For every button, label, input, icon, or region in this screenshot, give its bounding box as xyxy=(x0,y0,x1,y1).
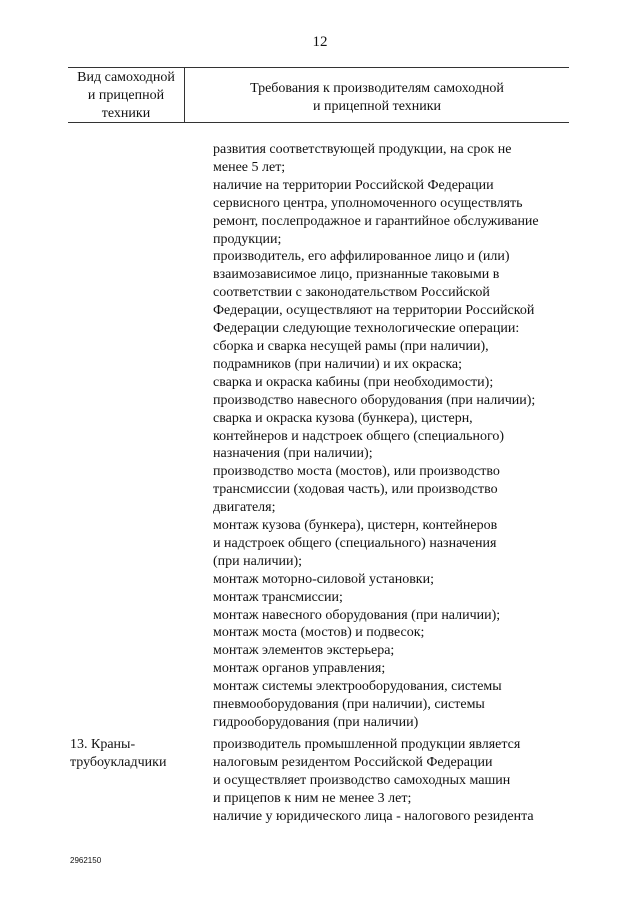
text-line: налоговым резидентом Российской Федерации xyxy=(213,754,493,770)
text-line: сборка и сварка несущей рамы (при наличии), xyxy=(213,338,489,354)
text-line: монтаж элементов экстерьера; xyxy=(213,643,395,659)
header-line: и прицепной xyxy=(87,88,165,103)
text-line: продукции; xyxy=(213,231,282,247)
text-line: трубоукладчики xyxy=(70,754,167,770)
text-line: пневмооборудования (при наличии), системы xyxy=(213,697,485,713)
text-line: 13. Краны- xyxy=(70,737,136,752)
text-line: и прицепов к ним не менее 3 лет; xyxy=(213,790,412,806)
text-line: трансмиссии (ходовая часть), или производство xyxy=(213,482,498,498)
text-line: ремонт, послепродажное и гарантийное обслуживание xyxy=(213,213,539,229)
row-13-requirements-cell xyxy=(213,736,534,826)
text-line: производитель промышленной продукции является xyxy=(213,737,521,752)
document-code: 2962150 xyxy=(70,856,102,865)
text-line: двигателя; xyxy=(213,500,276,516)
text-line: гидрооборудования (при наличии) xyxy=(213,715,419,730)
text-line: Федерации, осуществляют на территории Российской xyxy=(213,303,535,319)
text-line: соответствии с законодательством Российской xyxy=(213,285,490,301)
text-line: монтаж моста (мостов) и подвесок; xyxy=(213,625,425,641)
text-line: монтаж трансмиссии; xyxy=(213,589,343,605)
text-line: назначения (при наличии); xyxy=(213,446,373,462)
row-13-type-cell xyxy=(70,736,166,772)
text-line: монтаж органов управления; xyxy=(213,661,386,677)
text-line: монтаж кузова (бункера), цистерн, контейнеров xyxy=(213,518,498,534)
header-line: Требования к производителям самоходной xyxy=(250,81,504,96)
table-header-col-requirements xyxy=(185,80,569,116)
text-line: Федерации следующие технологические операции: xyxy=(213,321,520,337)
table-header-col-type xyxy=(68,69,184,123)
text-line: (при наличии); xyxy=(213,553,303,569)
table-header-top-rule xyxy=(68,67,569,68)
text-line: и надстроек общего (специального) назначения xyxy=(213,535,497,551)
text-line: и осуществляет производство самоходных машин xyxy=(213,772,511,788)
header-line: техники xyxy=(101,106,151,121)
text-line: сварка и окраска кабины (при необходимости); xyxy=(213,374,494,390)
text-line: производство моста (мостов), или производство xyxy=(213,464,500,480)
text-line: монтаж моторно-силовой установки; xyxy=(213,571,434,587)
text-line: взаимозависимое лицо, признанные таковыми в xyxy=(213,267,500,283)
text-line: монтаж системы электрооборудования, системы xyxy=(213,679,502,695)
text-line: производитель, его аффилированное лицо и (или) xyxy=(213,249,510,265)
text-line: подрамников (при наличии) и их окраска; xyxy=(213,356,463,372)
page-number: 12 xyxy=(312,34,328,50)
header-line: и прицепной техники xyxy=(312,99,442,114)
text-line: наличие у юридического лица - налогового резидента xyxy=(213,808,534,824)
text-line: монтаж навесного оборудования (при наличии); xyxy=(213,607,501,623)
text-line: развития соответствующей продукции, на срок не xyxy=(213,142,512,157)
text-line: наличие на территории Российской Федерации xyxy=(213,177,494,193)
text-line: контейнеров и надстроек общего (специального) xyxy=(213,428,505,444)
header-line: Вид самоходной xyxy=(77,70,175,85)
text-line: сервисного центра, уполномоченного осуществлять xyxy=(213,195,523,211)
continued-requirements-cell xyxy=(213,141,539,732)
text-line: производство навесного оборудования (при наличии); xyxy=(213,392,536,408)
text-line: сварка и окраска кузова (бункера), цистерн, xyxy=(213,410,473,426)
text-line: менее 5 лет; xyxy=(213,159,286,175)
